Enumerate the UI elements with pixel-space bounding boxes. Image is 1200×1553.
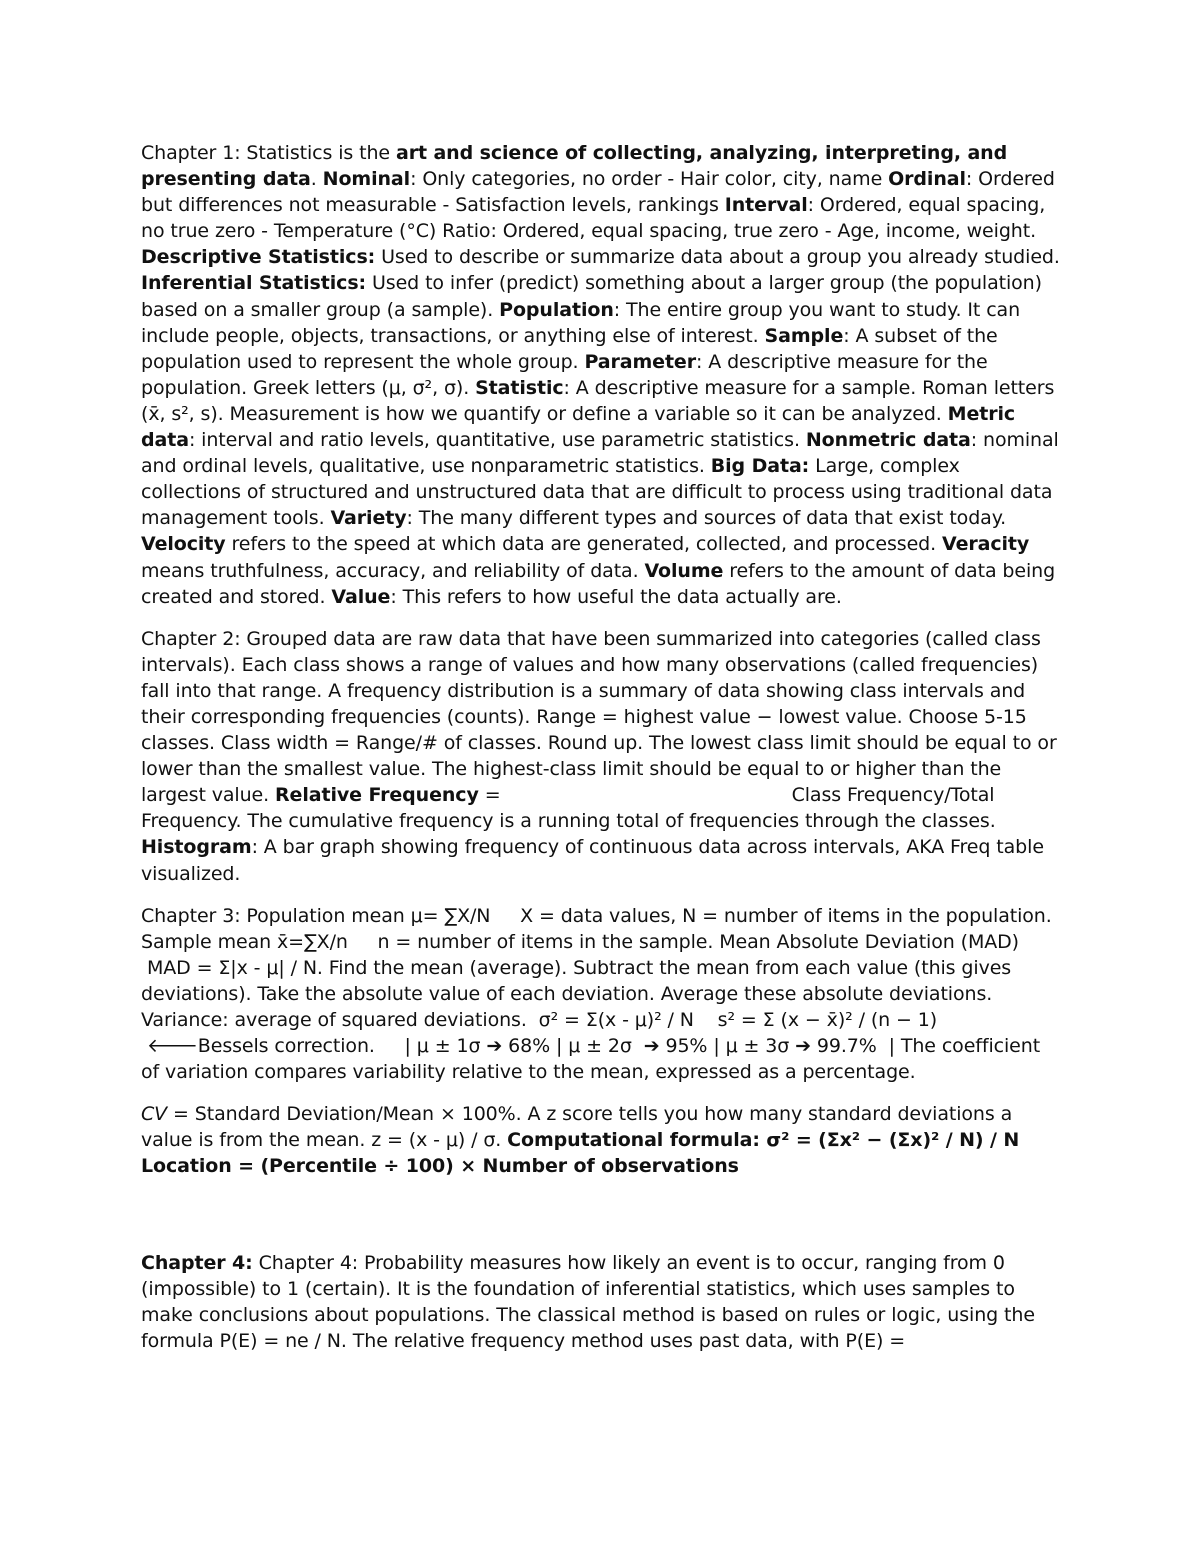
bold-term: Descriptive Statistics: xyxy=(141,246,376,269)
text-run: : Ordered, equal spacing, no true zero - Temperature (°C) Ratio: Ordered, equal spacing, true zero - Age, income, weight. xyxy=(141,194,1046,243)
text-run: : The entire group you want to study. It can include people, objects, transactions, or anything else of interest. xyxy=(141,298,1021,347)
bold-term: Velocity xyxy=(141,533,226,556)
text-run: Chapter 3: Population mean μ= ∑X/N X = data values, N = number of items in the population. Sample mean x̄=∑X/n n = number of items in the sample. Mean Absolute Deviation (MAD) MAD = Σ|x - μ| / N. Find the mean (average). Subtract the mean from each value (this gives deviations). Take the absolute value of each deviation. Average these absolute deviations. Variance: average of squared deviations. σ² = Σ(x - μ)² / N s² = Σ (x − x̄)² / (n − 1) 🡐Bessels correction. | μ ± 1σ ➔ 68% | μ ± 2σ ➔ 95% | μ ± 3σ ➔ 99.7% | The coefficient of variation compares variability relative to the mean, expressed as a percentage. xyxy=(141,904,1052,1084)
bold-term: Inferential Statistics: xyxy=(141,272,367,295)
bold-term: Population xyxy=(499,298,614,321)
paragraph-chapter-1 xyxy=(141,140,1060,610)
text-run: : A subset of the population used to represent the whole group. xyxy=(141,324,998,373)
text-run: = Class Frequency/Total Frequency. The cumulative frequency is a running total of frequencies through the classes. xyxy=(141,784,996,833)
bold-term: Veracity xyxy=(942,533,1030,556)
bold-term: Nonmetric data xyxy=(805,429,971,452)
text-run: refers to the speed at which data are generated, collected, and processed. xyxy=(225,533,942,556)
bold-term: Interval xyxy=(724,194,808,217)
text-run: refers to the amount of data being created and stored. xyxy=(141,559,1056,608)
bold-term: Value xyxy=(331,585,391,608)
bold-term: Relative Frequency xyxy=(275,784,479,807)
paragraph-chapter-3-continued xyxy=(141,1101,1060,1179)
text-run: : The many different types and sources of data that exist today. xyxy=(406,507,1007,530)
text-run: : interval and ratio levels, quantitative, use parametric statistics. xyxy=(188,429,806,452)
text-run: : A descriptive measure for a sample. Roman letters (x̄, s², s). Measurement is how we quantify or define a variable so it can be analyzed. xyxy=(141,376,1055,425)
text-run: Used to describe or summarize data about a group you already studied. xyxy=(375,246,1060,269)
text-run: CV xyxy=(141,1103,168,1126)
bold-term: Big Data: xyxy=(710,455,810,478)
text-run: Used to infer (predict) something about a larger group (the population) based on a smaller group (a sample). xyxy=(141,272,1042,321)
bold-term: Volume xyxy=(644,559,724,582)
text-run: Large, complex collections of structured and unstructured data that are difficult to process using traditional data management tools. xyxy=(141,455,1053,530)
text-run: : A bar graph showing frequency of continuous data across intervals, AKA Freq table visualized. xyxy=(141,836,1044,885)
bold-term: Statistic xyxy=(475,376,564,399)
text-run: Chapter 1: Statistics is the xyxy=(141,142,396,164)
text-run: means truthfulness, accuracy, and reliability of data. xyxy=(141,559,645,582)
text-run: Chapter 4: Probability measures how likely an event is to occur, ranging from 0 (impossible) to 1 (certain). It is the foundation of inferential statistics, which uses samples to make conclusions about populations. The classical method is based on rules or logic, using the formula P(E) = ne / N. The relative frequency method uses past data, with P(E) = xyxy=(141,1251,1035,1352)
bold-term: Ordinal xyxy=(888,168,966,191)
paragraph-chapter-3 xyxy=(141,903,1060,1086)
text-run: Chapter 2: Grouped data are raw data that have been summarized into categories (called class intervals). Each class shows a range of values and how many observations (called frequencies) fall into that range. A frequency distribution is a summary of data showing class intervals and their corresponding frequencies (counts). Range = highest value − lowest value. Choose 5-15 classes. Class width = Range/# of classes. Round up. The lowest class limit should be equal to or lower than the smallest value. The highest-class limit should be equal to or higher than the largest value. xyxy=(141,627,1057,807)
text-run: = Standard Deviation/Mean × 100%. A z score tells you how many standard deviations a value is from the mean. z = (x - μ) / σ. xyxy=(141,1103,1013,1152)
paragraph-chapter-4 xyxy=(141,1250,1060,1354)
bold-term: Nominal xyxy=(322,168,411,191)
bold-term: Computational formula: σ² = (Σx² − (Σx)² / N) / N Location = (Percentile ÷ 100) × Number of observations xyxy=(141,1129,1020,1178)
bold-term: Histogram xyxy=(141,836,252,859)
text-run: . xyxy=(310,168,323,191)
bold-term: Sample xyxy=(764,324,844,347)
text-run: : A descriptive measure for the population. Greek letters (μ, σ², σ). xyxy=(141,350,988,399)
bold-term: Variety xyxy=(330,507,407,530)
text-run: : Only categories, no order - Hair color, city, name xyxy=(410,168,889,191)
bold-term: art and science of collecting, analyzing, interpreting, and presenting data xyxy=(141,142,1008,191)
paragraph-chapter-2 xyxy=(141,626,1060,887)
text-run: : Ordered but differences not measurable - Satisfaction levels, rankings xyxy=(141,168,1055,217)
bold-term: Metric data xyxy=(141,402,1016,452)
blank-line xyxy=(141,1196,1060,1250)
bold-term: Parameter xyxy=(584,350,696,373)
text-run: : nominal and ordinal levels, qualitative, use nonparametric statistics. xyxy=(141,429,1059,478)
text-run: : This refers to how useful the data actually are. xyxy=(390,585,842,608)
bold-term: Chapter 4: xyxy=(141,1251,253,1274)
